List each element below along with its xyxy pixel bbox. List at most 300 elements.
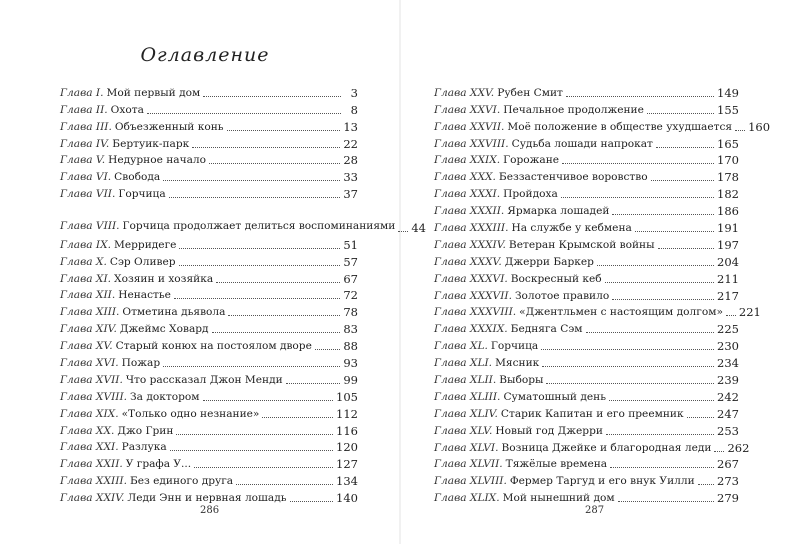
chapter-title: Мясник: [495, 357, 540, 370]
chapter-title: Горчица: [490, 340, 539, 353]
chapter-page-number: 279: [717, 491, 739, 506]
chapter-title: Бертуик-парк: [112, 137, 190, 150]
toc-entry-heading: [434, 120, 732, 134]
chapter-title: «Джентльмен с настоящим долгом»: [519, 306, 723, 319]
dot-leader: [541, 348, 714, 350]
dot-leader: [586, 331, 715, 333]
chapter-page-number: 88: [343, 339, 358, 354]
toc-entry[interactable]: [60, 286, 358, 303]
toc-entry-heading: [60, 238, 176, 252]
dot-leader: [612, 298, 714, 300]
toc-left-column: [60, 83, 426, 506]
toc-entry-heading: [60, 103, 144, 117]
chapter-number: Глава III.: [60, 120, 112, 133]
dot-leader: [179, 264, 341, 266]
toc-entry[interactable]: [434, 286, 739, 303]
dot-leader: [163, 365, 340, 367]
toc-entry-heading: [60, 288, 171, 302]
dot-leader: [542, 365, 714, 367]
toc-entry[interactable]: [60, 319, 358, 336]
toc-entry[interactable]: [434, 252, 739, 269]
toc-entry[interactable]: [434, 404, 739, 421]
chapter-title: Воскресный кеб: [510, 272, 602, 285]
toc-entry[interactable]: [434, 370, 739, 387]
chapter-page-number: 105: [336, 389, 358, 404]
dot-leader: [169, 196, 341, 198]
chapter-page-number: 67: [343, 271, 358, 286]
dot-leader: [192, 146, 340, 148]
chapter-title: Горчица: [118, 188, 166, 201]
dot-leader: [227, 129, 341, 131]
chapter-number: Глава XV.: [60, 340, 113, 353]
toc-entry-heading: [434, 170, 648, 184]
chapter-number: Глава XLII.: [434, 374, 497, 387]
chapter-title: Моё положение в обществе ухудшается: [507, 120, 733, 133]
toc-entry[interactable]: [60, 117, 358, 134]
toc-entry-heading: [60, 120, 224, 134]
dot-leader: [546, 382, 714, 384]
chapter-number: Глава XVIII.: [60, 390, 128, 403]
toc-entry[interactable]: [60, 438, 358, 455]
chapter-title: Печальное продолжение: [503, 103, 644, 116]
chapter-title: Выборы: [499, 374, 544, 387]
chapter-title: Джо Грин: [117, 424, 174, 437]
chapter-title: Горожане: [503, 154, 560, 167]
chapter-page-number: 211: [717, 271, 739, 286]
chapter-title: Золотое правило: [514, 289, 610, 302]
toc-entry[interactable]: [60, 454, 358, 471]
dot-leader: [687, 416, 714, 418]
chapter-page-number: 170: [717, 153, 739, 168]
chapter-title: Сэр Оливер: [109, 255, 176, 268]
toc-entry[interactable]: [60, 488, 358, 505]
chapter-page-number: 112: [336, 406, 358, 421]
dot-leader: [203, 399, 334, 401]
dot-leader: [561, 196, 714, 198]
toc-entry-heading: [60, 86, 200, 100]
chapter-number: Глава XXVI.: [434, 103, 501, 116]
toc-entry-heading: [60, 305, 225, 319]
dot-leader: [228, 314, 340, 316]
toc-entry[interactable]: [60, 336, 358, 353]
chapter-page-number: 116: [336, 423, 358, 438]
dot-leader: [618, 500, 714, 502]
dot-leader: [714, 450, 724, 452]
toc-entry[interactable]: [60, 353, 358, 370]
toc-entry[interactable]: [434, 353, 739, 370]
dot-leader: [315, 348, 341, 350]
toc-entry-heading: [434, 339, 538, 353]
toc-entry[interactable]: [60, 421, 358, 438]
dot-leader: [605, 281, 714, 283]
chapter-title: Мерридеге: [114, 238, 177, 251]
chapter-number: Глава XLIX.: [434, 492, 500, 505]
chapter-title: Пройдоха: [503, 188, 558, 201]
toc-entry-heading: [434, 356, 539, 370]
chapter-page-number: 3: [350, 85, 358, 100]
toc-entry-heading: [434, 322, 583, 336]
chapter-page-number: 247: [717, 406, 739, 421]
chapter-number: Глава XVI.: [60, 356, 119, 369]
chapter-page-number: 140: [336, 491, 358, 506]
chapter-number: Глава XIX.: [60, 407, 119, 420]
chapter-title: Мой первый дом: [106, 86, 201, 99]
toc-entry-heading: [60, 474, 233, 488]
chapter-number: Глава XXVII.: [434, 120, 505, 133]
toc-entry-heading: [434, 373, 543, 387]
chapter-number: Глава XXXVI.: [434, 272, 508, 285]
chapter-page-number: 262: [727, 440, 750, 455]
dot-leader: [656, 146, 714, 148]
chapter-title: На службе у кебмена: [511, 222, 632, 235]
chapter-number: Глава XXXVIII.: [434, 306, 517, 319]
chapter-page-number: 99: [343, 372, 358, 387]
toc-entry[interactable]: [434, 336, 739, 353]
dot-leader: [658, 247, 715, 249]
toc-entry-heading: [60, 457, 191, 471]
chapter-title: Пожар: [121, 356, 161, 369]
chapter-number: Глава XXIV.: [60, 492, 125, 505]
dot-leader: [726, 314, 736, 316]
toc-entry[interactable]: [434, 303, 761, 320]
toc-entry[interactable]: [60, 269, 358, 286]
toc-entry[interactable]: [434, 201, 739, 218]
toc-entry-heading: [60, 356, 160, 370]
toc-entry[interactable]: [434, 184, 739, 201]
chapter-title: Недурное начало: [108, 154, 207, 167]
toc-entry[interactable]: [60, 83, 358, 100]
toc-entry[interactable]: [60, 302, 358, 319]
chapter-number: Глава XXXIX.: [434, 323, 508, 336]
chapter-number: Глава XXII.: [60, 458, 123, 471]
toc-entry-heading: [60, 491, 287, 505]
toc-entry[interactable]: [60, 387, 358, 404]
chapter-number: Глава I.: [60, 86, 104, 99]
toc-entry-heading: [60, 272, 213, 286]
chapter-number: Глава XIV.: [60, 323, 117, 336]
page-fold: [399, 0, 401, 544]
chapter-number: Глава XLV.: [434, 424, 493, 437]
toc-entry[interactable]: [434, 269, 739, 286]
chapter-number: Глава XXXI.: [434, 188, 501, 201]
toc-right-column: [434, 83, 771, 506]
dot-leader: [735, 129, 745, 131]
chapter-title: Мой нынешний дом: [502, 492, 615, 505]
toc-entry-heading: [434, 424, 603, 438]
dot-leader: [194, 466, 333, 468]
chapter-number: Глава XVII.: [60, 373, 123, 386]
dot-leader: [147, 112, 341, 114]
chapter-title: Судьба лошади напрокат: [511, 137, 653, 150]
toc-entry[interactable]: [434, 167, 739, 184]
chapter-page-number: 165: [717, 136, 739, 151]
toc-entry[interactable]: [60, 151, 358, 168]
chapter-page-number: 28: [343, 153, 358, 168]
toc-entry[interactable]: [434, 488, 739, 505]
toc-entry[interactable]: [434, 100, 739, 117]
toc-entry-heading: [60, 440, 167, 454]
toc-entry[interactable]: [60, 404, 358, 421]
dot-leader: [651, 179, 714, 181]
chapter-title: Разлука: [121, 441, 167, 454]
toc-entry-heading: [60, 170, 160, 184]
toc-entry[interactable]: [60, 184, 358, 201]
chapter-number: Глава XLVIII.: [434, 475, 507, 488]
dot-leader: [597, 264, 714, 266]
toc-entry[interactable]: [434, 134, 739, 151]
chapter-page-number: 186: [717, 204, 739, 219]
dot-leader: [398, 230, 408, 232]
dot-leader: [163, 179, 340, 181]
toc-entry-heading: [60, 218, 395, 235]
toc-entry-heading: [60, 322, 209, 336]
chapter-title: Что рассказал Джон Менди: [125, 373, 283, 386]
toc-entry[interactable]: [434, 83, 739, 100]
chapter-page-number: 37: [343, 187, 358, 202]
chapter-number: Глава XXI.: [60, 441, 119, 454]
dot-leader: [236, 483, 333, 485]
toc-entry-heading: [60, 187, 166, 201]
chapter-page-number: 253: [717, 423, 739, 438]
toc-entry[interactable]: [434, 117, 771, 134]
chapter-number: Глава XXXIV.: [434, 238, 506, 251]
chapter-page-number: 44: [411, 220, 426, 235]
chapter-title: Суматошный день: [503, 390, 606, 403]
chapter-number: Глава VII.: [60, 188, 116, 201]
page-title: Оглавление: [140, 44, 270, 66]
toc-entry-heading: [434, 474, 695, 488]
chapter-number: Глава XXXII.: [434, 205, 505, 218]
chapter-number: Глава V.: [60, 154, 106, 167]
chapter-title: Возница Джейке и благородная леди: [501, 441, 712, 454]
toc-entry-heading: [434, 103, 644, 117]
toc-entry-heading: [434, 305, 723, 319]
dot-leader: [209, 162, 340, 164]
chapter-number: Глава XXVIII.: [434, 137, 509, 150]
chapter-page-number: 51: [343, 237, 358, 252]
chapter-title: Беззастенчивое воровство: [498, 171, 648, 184]
chapter-page-number: 267: [717, 457, 739, 472]
toc-entry[interactable]: [434, 218, 739, 235]
toc-entry[interactable]: [434, 471, 739, 488]
dot-leader: [610, 466, 714, 468]
toc-entry[interactable]: [60, 252, 358, 269]
dot-leader: [647, 112, 714, 114]
chapter-page-number: 242: [717, 389, 739, 404]
chapter-number: Глава XXV.: [434, 86, 495, 99]
dot-leader: [635, 230, 714, 232]
toc-entry[interactable]: [434, 438, 750, 455]
page-number-left: 286: [200, 505, 220, 516]
dot-leader: [698, 483, 714, 485]
chapter-title: Рубен Смит: [497, 86, 563, 99]
toc-entry[interactable]: [434, 421, 739, 438]
chapter-title: Ветеран Крымской войны: [508, 238, 655, 251]
toc-entry-heading: [434, 204, 609, 218]
chapter-number: Глава II.: [60, 103, 108, 116]
dot-leader: [606, 433, 714, 435]
chapter-page-number: 33: [343, 170, 358, 185]
toc-entry-heading: [434, 491, 615, 505]
chapter-number: Глава XXXVII.: [434, 289, 512, 302]
toc-entry[interactable]: [60, 370, 358, 387]
dot-leader: [286, 382, 341, 384]
toc-entry-heading: [60, 255, 176, 269]
chapter-title: Новый год Джерри: [495, 424, 603, 437]
chapter-page-number: 13: [343, 119, 358, 134]
chapter-page-number: 127: [336, 457, 358, 472]
chapter-number: Глава IV.: [60, 137, 110, 150]
toc-entry-heading: [60, 137, 189, 151]
chapter-number: Глава XXXIII.: [434, 222, 509, 235]
toc-entry-heading: [434, 187, 558, 201]
toc-entry-heading: [434, 86, 563, 100]
chapter-title: Фермер Таргуд и его внук Уилли: [509, 475, 695, 488]
dot-leader: [174, 297, 340, 299]
chapter-number: Глава XX.: [60, 424, 115, 437]
chapter-page-number: 234: [717, 356, 739, 371]
toc-entry-heading: [434, 407, 684, 421]
chapter-page-number: 22: [343, 136, 358, 151]
dot-leader: [612, 213, 714, 215]
chapter-title: Бедняга Сэм: [510, 323, 583, 336]
chapter-title: Ярмарка лошадей: [507, 205, 610, 218]
toc-entry-heading: [60, 373, 283, 387]
dot-leader: [609, 399, 714, 401]
chapter-number: Глава XLVII.: [434, 458, 503, 471]
chapter-title: Хозяин и хозяйка: [114, 272, 214, 285]
chapter-title: Горчица продолжает делиться воспоминаниями: [122, 220, 396, 233]
chapter-number: Глава XLVI.: [434, 441, 499, 454]
chapter-number: Глава XXXV.: [434, 255, 502, 268]
chapter-number: Глава XXX.: [434, 171, 496, 184]
chapter-page-number: 217: [717, 288, 739, 303]
chapter-title: Ненастье: [118, 289, 171, 302]
chapter-title: Охота: [110, 103, 144, 116]
chapter-number: Глава XIII.: [60, 306, 120, 319]
chapter-title: Отметина дьявола: [122, 306, 226, 319]
toc-entry[interactable]: [434, 151, 739, 168]
dot-leader: [203, 95, 341, 97]
toc-entry-heading: [434, 457, 607, 471]
toc-entry-heading: [434, 221, 632, 235]
dot-leader: [262, 416, 333, 418]
toc-entry-heading: [434, 255, 594, 269]
chapter-page-number: 160: [748, 119, 771, 134]
toc-entry-heading: [60, 407, 259, 421]
chapter-page-number: 57: [343, 254, 358, 269]
dot-leader: [216, 281, 340, 283]
toc-entry-heading: [434, 238, 655, 252]
toc-entry[interactable]: [434, 455, 739, 472]
chapter-title: Леди Энн и нервная лошадь: [127, 492, 287, 505]
toc-entry-heading: [434, 272, 602, 286]
chapter-page-number: 78: [343, 305, 358, 320]
chapter-page-number: 225: [717, 322, 739, 337]
toc-entry-heading: [60, 424, 173, 438]
dot-leader: [170, 449, 333, 451]
dot-leader: [562, 162, 714, 164]
chapter-title: Свобода: [114, 171, 161, 184]
chapter-page-number: 93: [343, 355, 358, 370]
chapter-number: Глава XXIX.: [434, 154, 501, 167]
toc-entry[interactable]: [434, 387, 739, 404]
chapter-number: Глава XXIII.: [60, 475, 127, 488]
chapter-number: Глава XI.: [60, 272, 112, 285]
chapter-page-number: 273: [717, 474, 739, 489]
toc-entry[interactable]: [60, 201, 426, 235]
toc-entry[interactable]: [60, 134, 358, 151]
chapter-title: «Только одно незнание»: [121, 407, 260, 420]
toc-entry[interactable]: [60, 167, 358, 184]
toc-entry[interactable]: [60, 471, 358, 488]
chapter-number: Глава VI.: [60, 171, 112, 184]
chapter-number: Глава IX.: [60, 238, 112, 251]
chapter-page-number: 83: [343, 322, 358, 337]
chapter-title: За доктором: [130, 390, 200, 403]
chapter-title: Старик Капитан и его преемник: [500, 407, 684, 420]
toc-entry-heading: [434, 289, 609, 303]
dot-leader: [179, 247, 340, 249]
chapter-title: Тяжёлые времена: [505, 458, 608, 471]
toc-entry-heading: [60, 339, 312, 353]
chapter-title: Объезженный конь: [114, 120, 224, 133]
chapter-page-number: 155: [717, 102, 739, 117]
chapter-title: Старый конюх на постоялом дворе: [115, 340, 312, 353]
toc-entry-heading: [434, 390, 606, 404]
chapter-page-number: 221: [738, 305, 761, 320]
dot-leader: [212, 331, 341, 333]
dot-leader: [176, 433, 333, 435]
chapter-number: Глава XLI.: [434, 357, 493, 370]
chapter-title: Джерри Баркер: [504, 255, 594, 268]
toc-entry-heading: [60, 390, 200, 404]
dot-leader: [566, 95, 714, 97]
toc-entry-heading: [434, 137, 653, 151]
dot-leader: [290, 500, 334, 502]
chapter-page-number: 120: [336, 440, 358, 455]
chapter-number: Глава XII.: [60, 289, 116, 302]
chapter-page-number: 182: [717, 187, 739, 202]
toc-entry[interactable]: [434, 319, 739, 336]
toc-entry[interactable]: [60, 100, 358, 117]
chapter-page-number: 197: [717, 237, 739, 252]
chapter-title: У графа У...: [125, 458, 192, 471]
page-number-right: 287: [585, 505, 605, 516]
chapter-page-number: 204: [717, 254, 739, 269]
chapter-page-number: 191: [717, 221, 739, 236]
chapter-page-number: 178: [717, 170, 739, 185]
chapter-number: Глава XLIV.: [434, 407, 498, 420]
chapter-title: Без единого друга: [129, 475, 234, 488]
chapter-page-number: 230: [717, 339, 739, 354]
chapter-number: Глава XLIII.: [434, 390, 501, 403]
toc-entry-heading: [434, 441, 711, 455]
chapter-title: Джеймс Ховард: [119, 323, 209, 336]
chapter-number: Глава XL.: [434, 340, 488, 353]
chapter-page-number: 134: [336, 474, 358, 489]
chapter-number: Глава VIII.: [60, 220, 120, 233]
toc-entry-heading: [60, 153, 206, 167]
toc-entry[interactable]: [60, 235, 358, 252]
chapter-page-number: 149: [717, 85, 739, 100]
chapter-number: Глава X.: [60, 255, 107, 268]
toc-entry[interactable]: [434, 235, 739, 252]
chapter-page-number: 239: [717, 373, 739, 388]
toc-entry-heading: [434, 153, 559, 167]
chapter-page-number: 8: [350, 102, 358, 117]
chapter-page-number: 72: [343, 288, 358, 303]
